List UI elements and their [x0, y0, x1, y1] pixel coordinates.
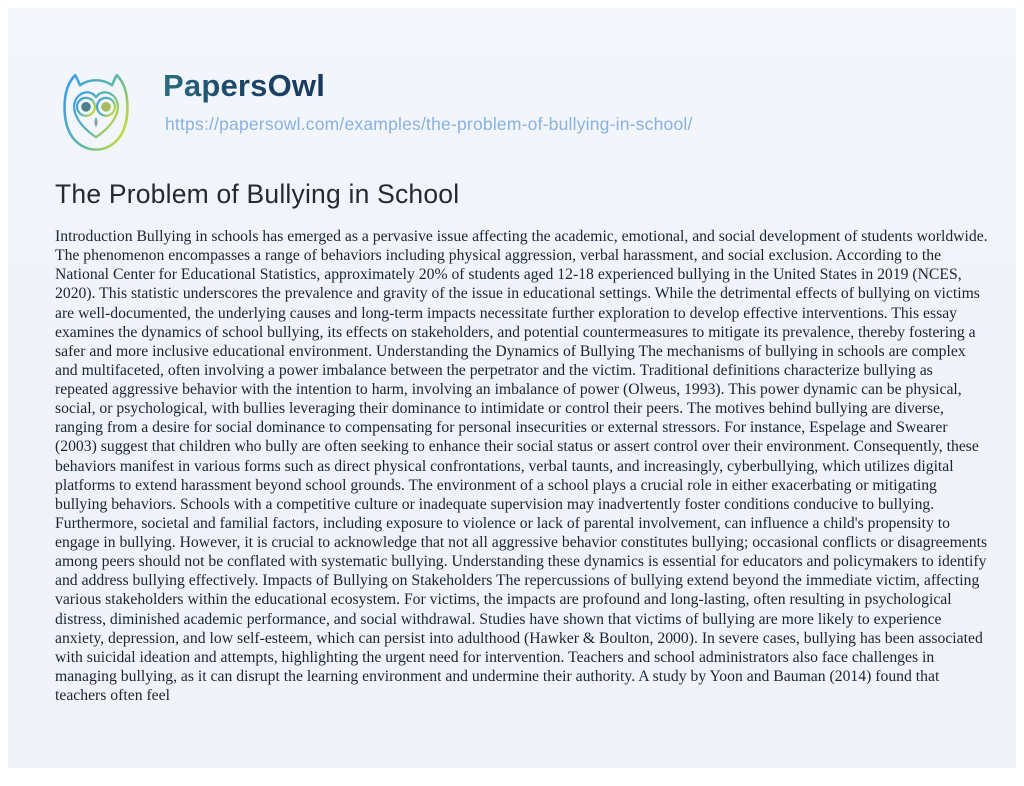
document-card	[8, 8, 1016, 768]
source-url-link[interactable]: https://papersowl.com/examples/the-problem-of-bullying-in-school/	[165, 114, 693, 134]
owl-left-pupil	[81, 102, 91, 112]
papersowl-logo	[56, 68, 136, 160]
page-title: The Problem of Bullying in School	[55, 179, 460, 209]
owl-right-pupil	[101, 102, 111, 112]
owl-beak	[94, 117, 97, 127]
brand-name: PapersOwl	[163, 68, 326, 103]
essay-body-text: Introduction Bullying in schools has emerged as a pervasive issue affecting the academic, emotional, and social development of students worldwide. The phenomenon encompasses a range of behaviors including physical aggression, verbal harassment, and social exclusion. According to the National Center for Educational Statistics, approximately 20% of students aged 12-18 experienced bullying in the United States in 2019 (NCES, 2020). This statistic underscores the prevalence and gravity of the issue in educational settings. While the detrimental effects of bullying on victims are well-documented, the underlying causes and long-term impacts necessitate further exploration to develop effective interventions. This essay examines the dynamics of school bullying, its effects on stakeholders, and potential countermeasures to mitigate its prevalence, thereby fostering a safer and more inclusive educational environment. Understanding the Dynamics of Bullying The mechanisms of bullying in schools are complex and multifaceted, often involving a power imbalance between the perpetrator and the victim. Traditional definitions characterize bullying as repeated aggressive behavior with the intention to harm, involving an imbalance of power (Olweus, 1993). This power dynamic can be physical, social, or psychological, with bullies leveraging their dominance to intimidate or control their peers. The motives behind bullying are diverse, ranging from a desire for social dominance to compensating for personal insecurities or external stressors. For instance, Espelage and Swearer (2003) suggest that children who bully are often seeking to enhance their social status or assert control over their environment. Consequently, these behaviors manifest in various forms such as direct physical confrontations, verbal taunts, and increasingly, cyberbullying, which utilizes digital platforms to extend harassment beyond school grounds. The environment of a school plays a crucial role in either exacerbating or mitigating bullying behaviors. Schools with a competitive culture or inadequate supervision may inadvertently foster conditions conducive to bullying. Furthermore, societal and familial factors, including exposure to violence or lack of parental involvement, can influence a child's propensity to engage in bullying. However, it is crucial to acknowledge that not all aggressive behavior constitutes bullying; occasional conflicts or disagreements among peers should not be conflated with systematic bullying. Understanding these dynamics is essential for educators and policymakers to identify and address bullying effectively. Impacts of Bullying on Stakeholders The repercussions of bullying extend beyond the immediate victim, affecting various stakeholders within the educational ecosystem. For victims, the impacts are profound and long-lasting, often resulting in psychological distress, diminished academic performance, and social withdrawal. Studies have shown that victims of bullying are more likely to experience anxiety, depression, and low self-esteem, which can persist into adulthood (Hawker & Boulton, 2000). In severe cases, bullying has been associated with suicidal ideation and attempts, highlighting the urgent need for intervention. Teachers and school administrators also face challenges in managing bullying, as it can disrupt the learning environment and undermine their authority. A study by Yoon and Bauman (2014) found that teachers often feel	[55, 228, 988, 704]
owl-icon	[56, 68, 136, 160]
